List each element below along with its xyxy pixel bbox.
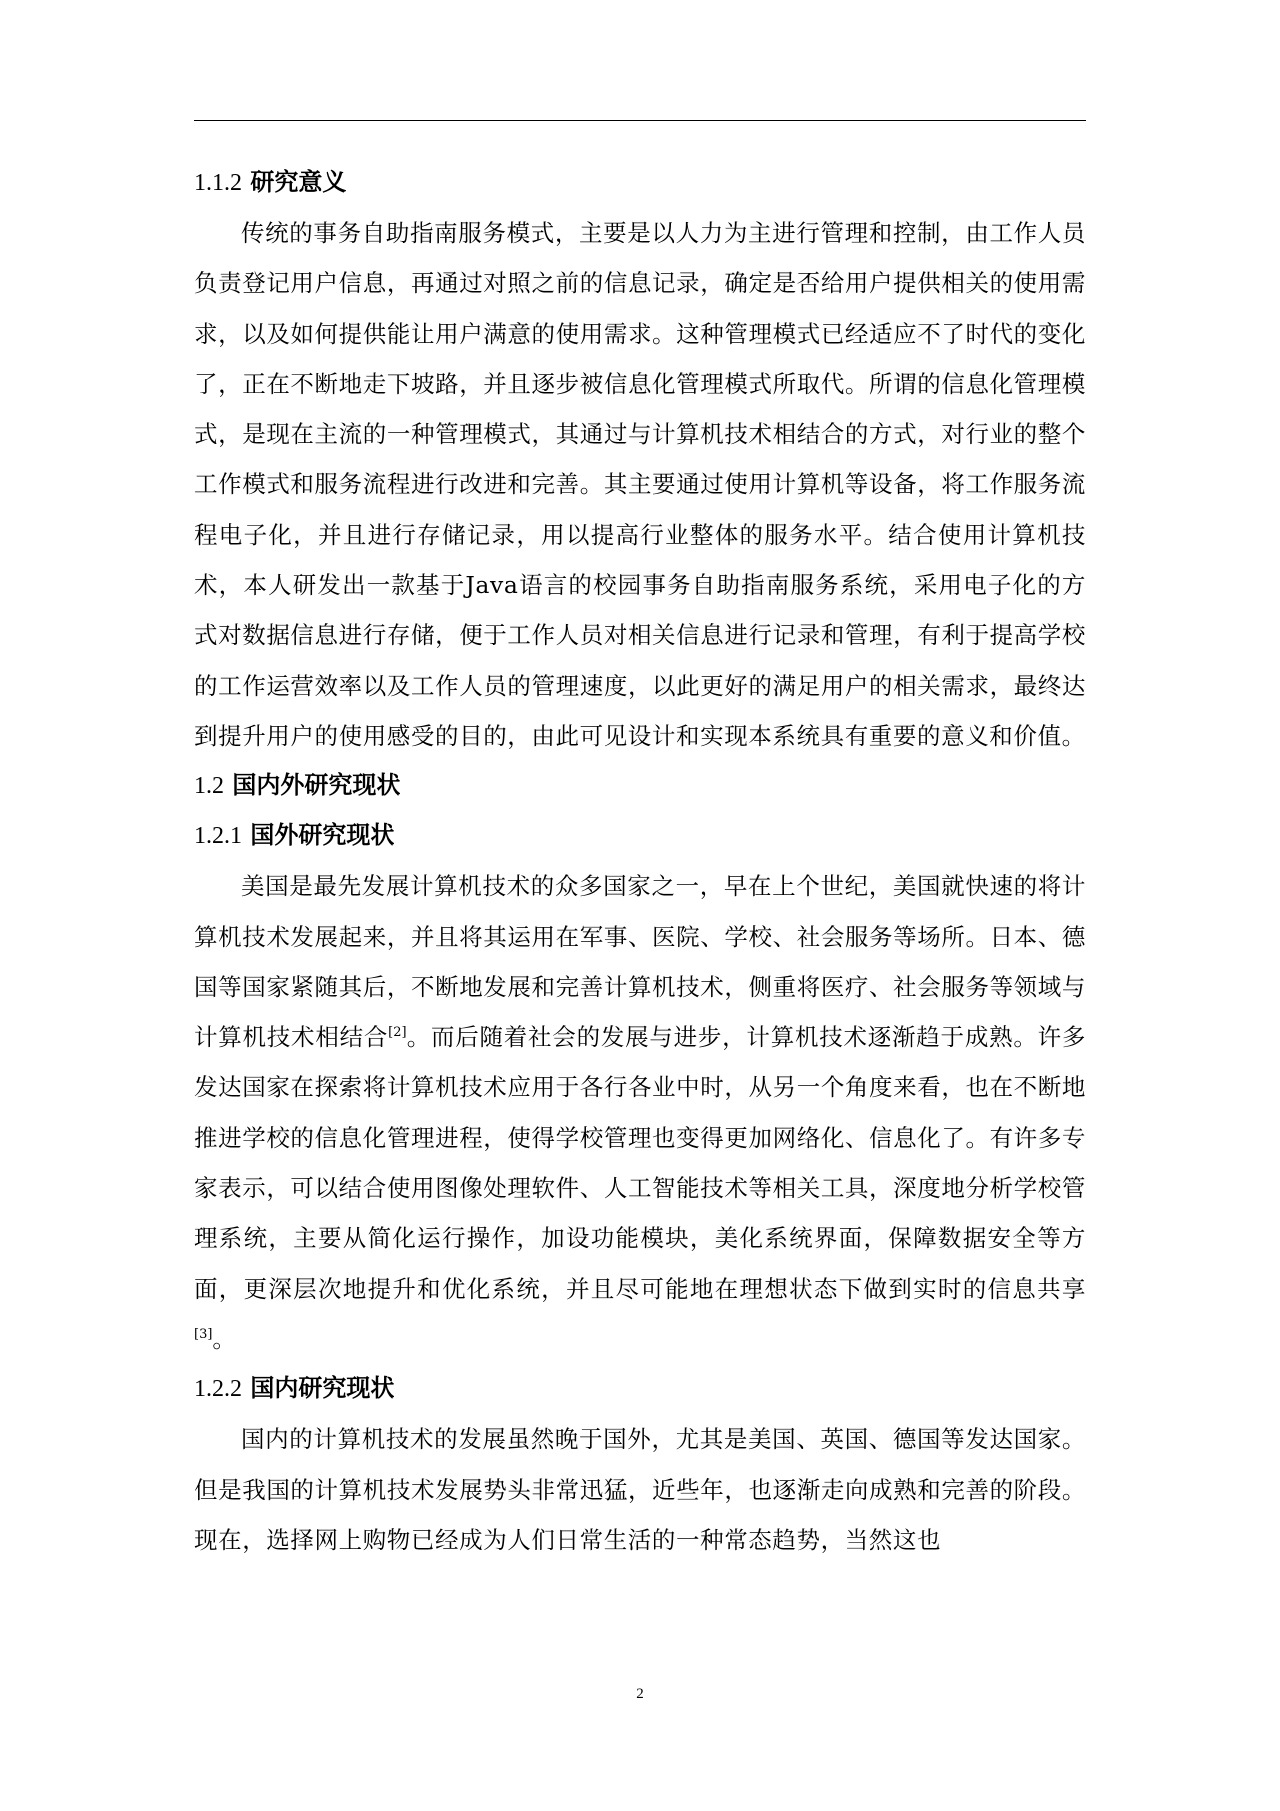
heading-number: 1.2.2: [194, 1376, 242, 1403]
paragraph-text: 。而后随着社会的发展与进步，计算机技术逐渐趋于成熟。许多发达国家在探索将计算机技术应用于各行各业中时，从另一个角度来看，也在不断地推进学校的信息化管理进程，使得学校管理也变得更加网络化、信息化了。有许多专家表示，可以结合使用图像处理软件、人工智能技术等相关工具，深度地分析学校管理系统，主要从简化运行操作，加设功能模块，美化系统界面，保障数据安全等方面，更深层次地提升和优化系统，并且尽可能地在理想状态下做到实时的信息共享: [194, 1023, 1086, 1303]
citation-ref: [3]: [194, 1326, 213, 1342]
paragraph-foreign-research: [194, 861, 1086, 1364]
paragraph-domestic-research: 国内的计算机技术的发展虽然晚于国外，尤其是美国、英国、德国等发达国家。但是我国的计算机技术发展势头非常迅猛，近些年，也逐渐走向成熟和完善的阶段。现在，选择网上购物已经成为人们日常生活的一种常态趋势，当然这也: [194, 1425, 1086, 1554]
heading-title: 研究意义: [250, 167, 347, 196]
heading-number: 1.2.1: [194, 823, 242, 850]
heading-title: 国内外研究现状: [232, 770, 401, 800]
heading-number: 1.2: [194, 773, 224, 800]
heading-title: 国外研究现状: [250, 820, 395, 850]
page-content: [194, 158, 1086, 1565]
heading-1-1-2: [194, 158, 1086, 208]
heading-1-2-1: [194, 811, 1086, 861]
paragraph-text: 。: [212, 1324, 237, 1353]
heading-1-2: [194, 761, 1086, 811]
heading-1-2-2: [194, 1364, 1086, 1414]
page-number: 2: [636, 1686, 644, 1702]
paragraph-text: 美国是最先发展计算机技术的众多国家之一，早在上个世纪，美国就快速的将计算机技术发展起来，并且将其运用在军事、医院、学校、社会服务等场所。日本、德国等国家紧随其后，不断地发展和完善计算机技术，侧重将医疗、社会服务等领域与计算机技术相结合: [194, 872, 1086, 1052]
paragraph-research-significance: 传统的事务自助指南服务模式，主要是以人力为主进行管理和控制，由工作人员负责登记用户信息，再通过对照之前的信息记录，确定是否给用户提供相关的使用需求，以及如何提供能让用户满意的使用需求。这种管理模式已经适应不了时代的变化了，正在不断地走下坡路，并且逐步被信息化管理模式所取代。所谓的信息化管理模式，是现在主流的一种管理模式，其通过与计算机技术相结合的方式，对行业的整个工作模式和服务流程进行改进和完善。其主要通过使用计算机等设备，将工作服务流程电子化，并且进行存储记录，用以提高行业整体的服务水平。结合使用计算机技术，本人研发出一款基于Java语言的校园事务自助指南服务系统，采用电子化的方式对数据信息进行存储，便于工作人员对相关信息进行记录和管理，有利于提高学校的工作运营效率以及工作人员的管理速度，以此更好的满足用户的相关需求，最终达到提升用户的使用感受的目的，由此可见设计和实现本系统具有重要的意义和价值。: [194, 219, 1086, 750]
heading-title: 国内研究现状: [250, 1373, 395, 1403]
citation-ref: [2]: [388, 1025, 407, 1041]
heading-number: 1.1.2: [194, 170, 242, 196]
header-rule: [194, 120, 1086, 121]
